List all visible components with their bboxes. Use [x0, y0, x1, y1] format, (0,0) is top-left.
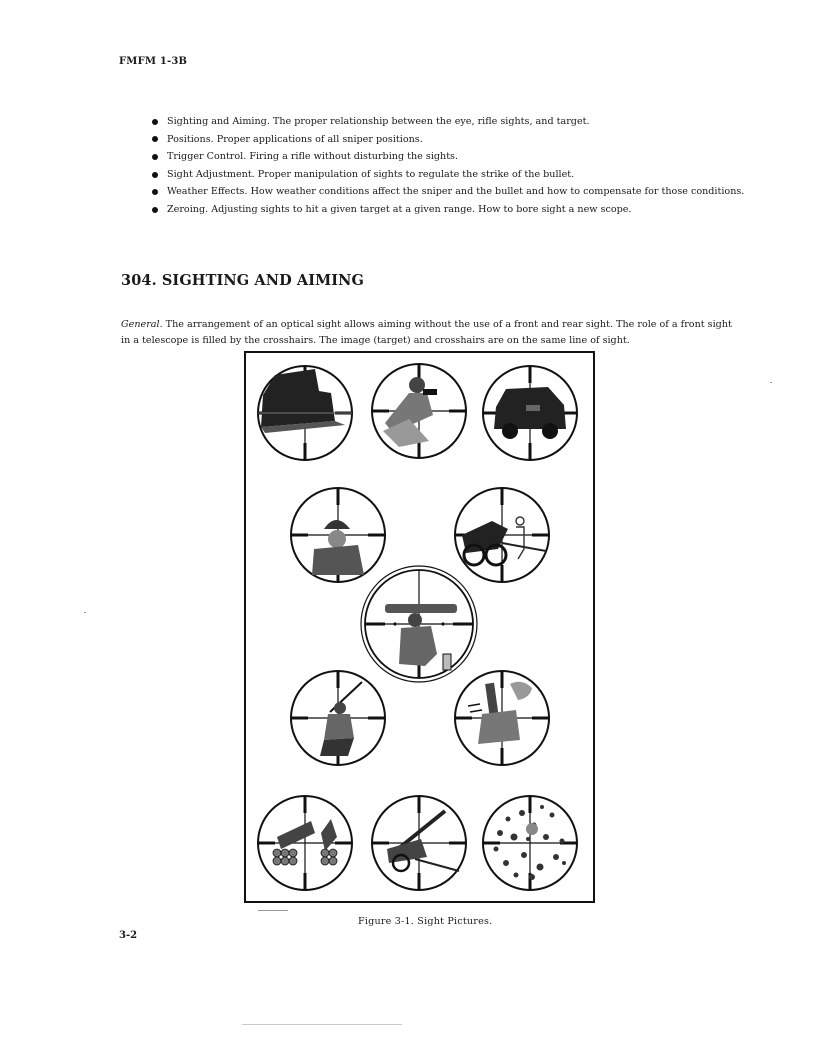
sight-picture-kneeling-rifleman: [291, 671, 385, 765]
bullet-item: [152, 183, 744, 201]
sight-picture-helmeted-soldier: [291, 488, 385, 582]
bullet-item: [152, 113, 744, 131]
figure-caption: Figure 3-1. Sight Pictures.: [358, 916, 493, 927]
bullet-item: [152, 166, 744, 184]
intro-lead: General.: [121, 319, 163, 330]
page-number: 3-2: [119, 930, 138, 941]
sight-pictures-illustration: [246, 353, 597, 905]
bullet-text: Trigger Control. Firing a rifle without disturbing the sights.: [167, 151, 459, 163]
bullet-item: [152, 131, 744, 149]
bullet-item: [152, 201, 744, 219]
bullet-dot-icon: [152, 154, 158, 160]
bullet-text: Sighting and Aiming. The proper relationship between the eye, rifle sights, and target.: [167, 116, 590, 127]
scan-speck: [242, 1024, 402, 1025]
sight-picture-truck-cover: [258, 366, 352, 460]
bullet-text: Positions. Proper applications of all sniper positions.: [167, 133, 423, 145]
sight-picture-armored-vehicle: [483, 366, 577, 460]
topic-bullet-list: [152, 113, 744, 219]
intro-body: The arrangement of an optical sight allows aiming without the use of a front and rear sight. The role of a front sight in a telescope is filled by the crosshairs. The image (target) and crosshairs are on the same line of sight.: [121, 319, 732, 346]
bullet-item: [152, 148, 744, 166]
bullet-text: Sight Adjustment. Proper manipulation of sights to regulate the strike of the bullet.: [167, 168, 575, 180]
section-title: 304. SIGHTING AND AIMING: [121, 272, 364, 289]
bullet-dot-icon: [152, 119, 158, 125]
document-id-header: FMFM 1-3B: [119, 56, 188, 67]
scan-speck: [770, 382, 772, 383]
bullet-dot-icon: [152, 172, 158, 178]
sight-picture-ammunition-stack: [258, 796, 352, 890]
sight-picture-observer-binoculars: [372, 364, 466, 458]
bullet-dot-icon: [152, 189, 158, 195]
scan-speck: [84, 612, 86, 613]
scan-speck: [258, 910, 288, 911]
bullet-text: Zeroing. Adjusting sights to hit a given target at a given range. How to bore sight a new scope.: [167, 203, 632, 215]
section-intro-paragraph: [121, 317, 739, 349]
bullet-text: Weather Effects. How weather conditions affect the sniper and the bullet and how to compensate for those conditions.: [167, 186, 745, 198]
sight-picture-field-gun-crew: [455, 488, 549, 582]
sight-pictures-figure: [244, 351, 595, 903]
bullet-dot-icon: [152, 136, 158, 142]
sight-picture-mortar-crew: [455, 671, 549, 765]
bullet-dot-icon: [152, 207, 158, 213]
sight-picture-howitzer: [372, 796, 466, 890]
sight-picture-camouflaged-sniper: [483, 796, 577, 890]
sight-picture-rocket-launcher-soldier: [361, 566, 477, 682]
